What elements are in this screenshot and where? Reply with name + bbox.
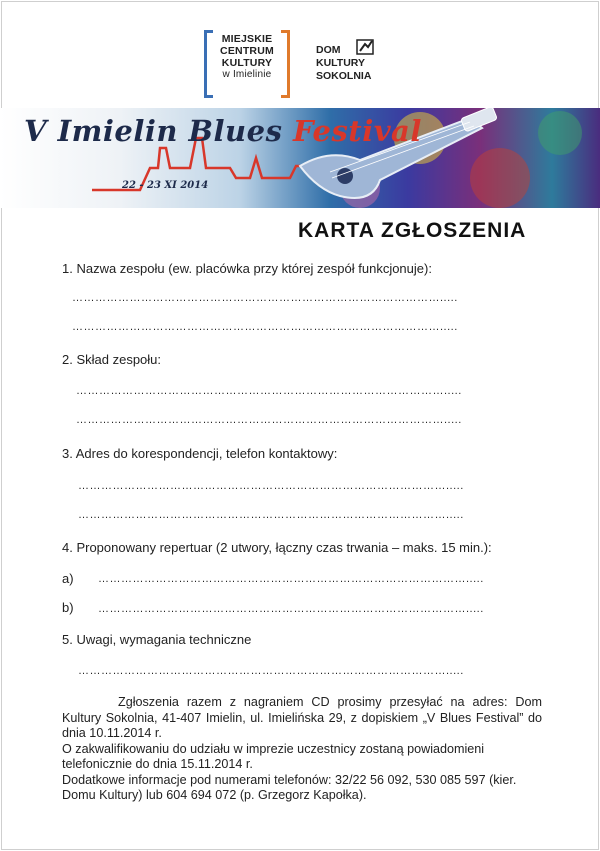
form-heading: KARTA ZGŁOSZENIA (298, 219, 527, 242)
banner-title-main: V Imielin Blues (24, 114, 294, 148)
banner-title-festival: Festival (293, 114, 422, 148)
dk-logo-line-3: SOKOLNIA (316, 70, 372, 82)
mck-logo-line-2: CENTRUM (220, 45, 274, 57)
dk-logo (316, 44, 386, 83)
question-5-label: 5. Uwagi, wymagania techniczne (62, 632, 252, 647)
question-3-answer-line-2[interactable]: ……………………………………………………………………………………..... (78, 509, 464, 521)
question-1-answer-line-2[interactable]: ……………………………………………………………………………………..... (72, 321, 458, 333)
mck-logo-line-1: MIEJSKIE (221, 33, 273, 45)
question-4-option-a-label: a) (62, 571, 74, 586)
question-4-option-a-line[interactable]: ……………………………………………………………………………………..... (98, 573, 484, 585)
mck-logo-line-3: KULTURY (221, 57, 273, 69)
footer-paragraph-1: Zgłoszenia razem z nagraniem CD prosimy przesyłać na adres: Dom Kultury Sokolnia, 41-407 Imielin, ul. Imielińska 29, z dopiskiem „V Blues Festival” do dnia 10.11.2014 r. (62, 695, 542, 740)
dk-logo-line-2: KULTURY (316, 57, 365, 69)
bird-logo-icon (356, 38, 376, 56)
footer-text (62, 695, 542, 804)
question-4-option-b-label: b) (62, 600, 74, 615)
question-3-answer-line-1[interactable]: ……………………………………………………………………………………..... (78, 480, 464, 492)
dk-logo-line-1: DOM (316, 44, 341, 56)
question-5-answer-line[interactable]: ……………………………………………………………………………………..... (78, 665, 464, 677)
festival-banner (0, 108, 600, 208)
question-1-label: 1. Nazwa zespołu (ew. placówka przy której zespół funkcjonuje): (62, 261, 432, 276)
banner-date: 22 - 23 XI 2014 (122, 180, 209, 191)
question-4-label: 4. Proponowany repertuar (2 utwory, łączny czas trwania – maks. 15 min.): (62, 540, 492, 555)
question-4-option-b-line[interactable]: ……………………………………………………………………………………..... (98, 603, 484, 615)
mck-logo-subtitle: w Imielinie (222, 69, 272, 80)
mck-logo (204, 30, 290, 96)
footer-paragraph-2: O zakwalifikowaniu do udziału w imprezie uczestnicy zostaną powiadomieni telefonicznie do dnia 15.11.2014 r. (62, 741, 485, 771)
footer-paragraph-3: Dodatkowe informacje pod numerami telefonów: 32/22 56 092, 530 085 597 (kier. Domu Kultury) lub 604 694 072 (p. Grzegorz Kapołka). (62, 772, 517, 802)
question-1-answer-line-1[interactable]: ……………………………………………………………………………………..... (72, 292, 458, 304)
question-2-label: 2. Skład zespołu: (62, 352, 162, 367)
question-3-label: 3. Adres do korespondencji, telefon kontaktowy: (62, 446, 338, 461)
mck-logo-left-bracket (204, 30, 213, 98)
question-2-answer-line-2[interactable]: ……………………………………………………………………………………..... (76, 414, 462, 426)
question-2-answer-line-1[interactable]: ……………………………………………………………………………………..... (76, 385, 462, 397)
mck-logo-right-bracket (281, 30, 290, 98)
